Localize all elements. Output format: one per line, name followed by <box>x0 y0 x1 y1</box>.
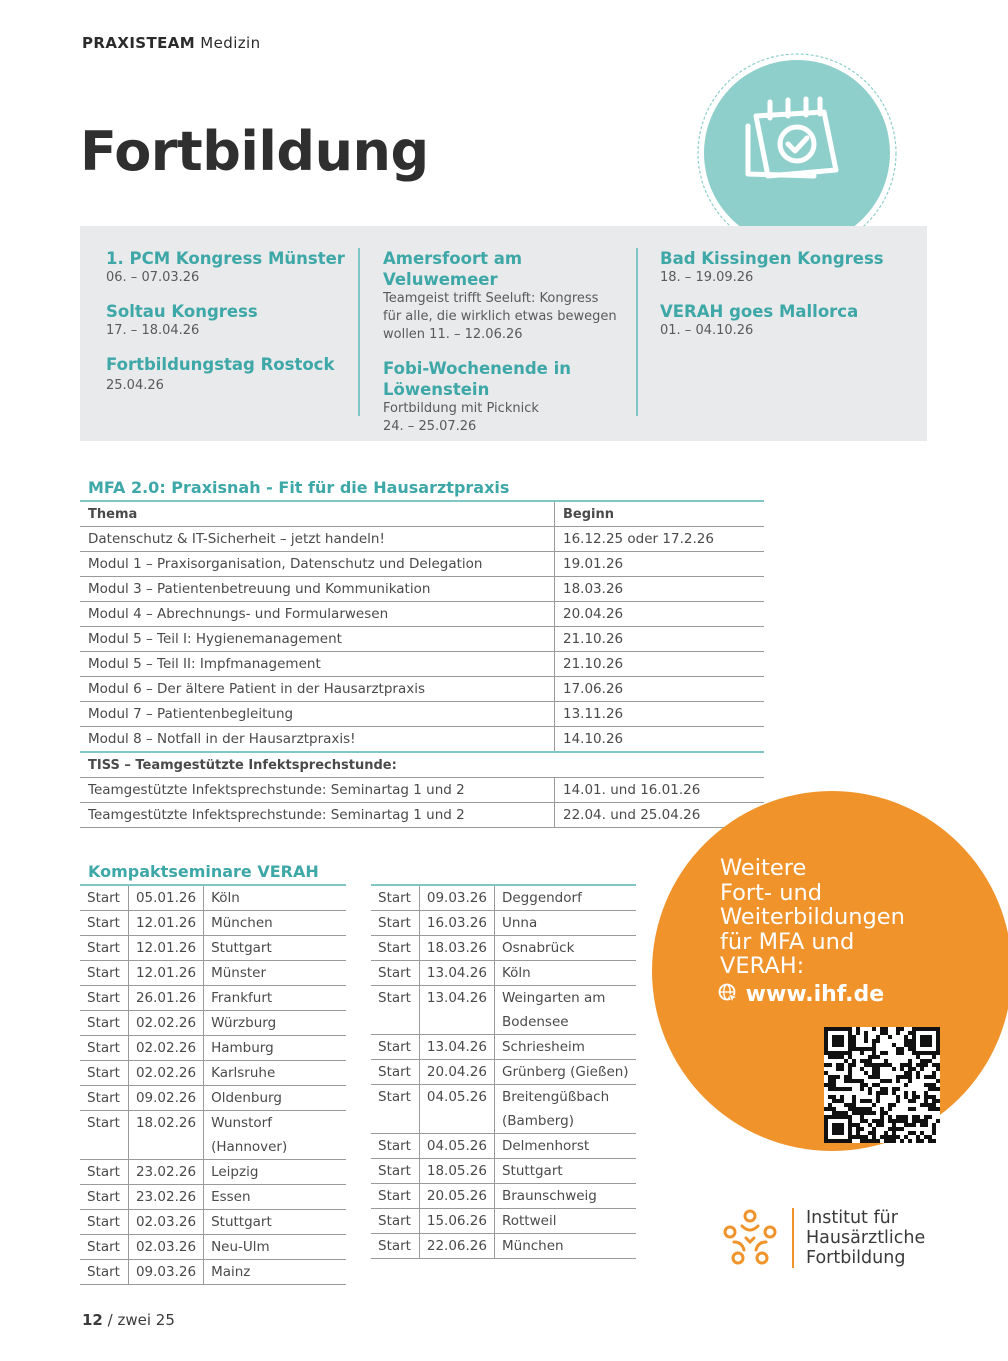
cell-date: 22.06.26 <box>419 1234 494 1259</box>
cell-city: Essen <box>204 1185 346 1210</box>
table-row <box>80 961 346 986</box>
cell-start: Start <box>80 961 128 986</box>
table-row <box>371 911 636 936</box>
cell-city: Stuttgart <box>494 1159 636 1184</box>
qr-code[interactable] <box>824 1027 940 1143</box>
table-row <box>371 1159 636 1184</box>
cell-beginn: 22.04. und 25.04.26 <box>555 803 765 828</box>
table-row <box>80 1011 346 1036</box>
ihf-name-line: Fortbildung <box>806 1248 906 1268</box>
event-text: für alle, die wirklich etwas bewegen <box>383 309 617 324</box>
table-row-continuation <box>371 1010 636 1035</box>
cell-city: Neu-Ulm <box>204 1235 346 1260</box>
table-row <box>80 527 764 552</box>
cell-date: 09.03.26 <box>128 1260 203 1285</box>
event-date: 01. – 04.10.26 <box>660 323 754 338</box>
table-row <box>371 885 636 911</box>
column-header-beginn: Beginn <box>555 501 765 527</box>
cell-empty <box>371 1010 419 1035</box>
cell-thema: Modul 1 – Praxisorganisation, Datenschutz und Delegation <box>80 552 555 577</box>
table-row <box>80 627 764 652</box>
promo-url[interactable]: www.ihf.de <box>745 982 885 1007</box>
event-item <box>383 358 633 436</box>
cell-date: 02.02.26 <box>128 1036 203 1061</box>
cell-date: 15.06.26 <box>419 1209 494 1234</box>
cell-start: Start <box>80 986 128 1011</box>
cell-city: Münster <box>204 961 346 986</box>
cell-city: Delmenhorst <box>494 1134 636 1159</box>
promo-text <box>720 856 905 979</box>
verah-table-right <box>371 884 636 1259</box>
cell-city: Oldenburg <box>204 1086 346 1111</box>
cell-beginn: 16.12.25 oder 17.2.26 <box>555 527 765 552</box>
cell-start: Start <box>378 990 411 1006</box>
table-row <box>80 1160 346 1185</box>
cell-date: 12.01.26 <box>128 961 203 986</box>
event-title: Bad Kissingen Kongress <box>660 249 884 268</box>
cell-city: Frankfurt <box>204 986 346 1011</box>
table-row <box>80 986 346 1011</box>
cell-city: Grünberg (Gießen) <box>494 1060 636 1085</box>
cell-start: Start <box>80 1086 128 1111</box>
cell-start: Start <box>371 1159 419 1184</box>
cell-date: 26.01.26 <box>128 986 203 1011</box>
cell-start: Start <box>80 1036 128 1061</box>
calendar-check-icon <box>696 52 898 254</box>
table-row <box>80 1036 346 1061</box>
table-row <box>80 1185 346 1210</box>
page-title: Fortbildung <box>80 120 429 183</box>
cell-start: Start <box>371 1035 419 1060</box>
cell-date: 13.04.26 <box>419 961 494 986</box>
cell-empty <box>419 1109 494 1134</box>
cell-city: Köln <box>494 961 636 986</box>
event-title: Soltau Kongress <box>106 302 258 321</box>
cell-date: 12.01.26 <box>128 911 203 936</box>
ihf-logo-icon <box>720 1208 780 1268</box>
cell-city: Stuttgart <box>204 936 346 961</box>
cell-city: München <box>204 911 346 936</box>
cell-beginn: 17.06.26 <box>555 677 765 702</box>
cell-start: Start <box>80 885 128 911</box>
cell-start: Start <box>371 1060 419 1085</box>
cell-thema: Teamgestützte Infektsprechstunde: Seminartag 1 und 2 <box>80 778 555 803</box>
cell-date: 13.04.26 <box>419 986 494 1011</box>
cell-date: 16.03.26 <box>419 911 494 936</box>
cell-beginn: 19.01.26 <box>555 552 765 577</box>
cell-start: Start <box>80 1160 128 1185</box>
cell-city: Breitengüßbach <box>494 1085 636 1110</box>
cell-date: 02.03.26 <box>128 1210 203 1235</box>
column-divider <box>358 248 360 416</box>
table-row <box>371 1060 636 1085</box>
table-row <box>80 911 346 936</box>
event-text: Fortbildung mit Picknick <box>383 401 539 416</box>
event-title: Fortbildungstag Rostock <box>106 355 335 374</box>
table-row <box>80 1086 346 1111</box>
events-box <box>80 226 927 441</box>
tiss-title: TISS – Teamgestützte Infektsprechstunde: <box>80 752 764 778</box>
cell-start: Start <box>80 1260 128 1285</box>
cell-date: 02.02.26 <box>128 1011 203 1036</box>
table-row <box>371 1209 636 1234</box>
verah-table-left <box>80 884 346 1285</box>
cell-start: Start <box>80 1011 128 1036</box>
cell-city-continued: (Bamberg) <box>494 1109 636 1134</box>
table-row <box>80 577 764 602</box>
cell-date: 12.01.26 <box>128 936 203 961</box>
cell-city: Deggendorf <box>494 885 636 911</box>
issue-label: / zwei 25 <box>107 1311 175 1329</box>
table-row <box>80 1111 346 1160</box>
event-text: Teamgeist trifft Seeluft: Kongress <box>383 291 599 306</box>
table-row <box>371 1184 636 1209</box>
event-item <box>383 248 633 344</box>
header-section: Medizin <box>200 34 261 52</box>
cell-city: Rottweil <box>494 1209 636 1234</box>
cell-thema: Teamgestützte Infektsprechstunde: Seminartag 1 und 2 <box>80 803 555 828</box>
cell-city: Wunstorf (Hannover) <box>204 1111 346 1160</box>
cell-date: 04.05.26 <box>419 1134 494 1159</box>
cell-start: Start <box>80 1210 128 1235</box>
promo-line: Weiterbildungen <box>720 904 905 930</box>
cell-start: Start <box>371 936 419 961</box>
table-row <box>371 1134 636 1159</box>
cell-date: 04.05.26 <box>419 1085 494 1110</box>
event-title: Fobi-Wochenende in <box>383 359 572 378</box>
promo-line: Weitere <box>720 855 807 881</box>
event-title-line-2: Löwenstein <box>383 380 490 399</box>
table-row <box>371 1234 636 1259</box>
table-row <box>80 677 764 702</box>
cell-start: Start <box>378 1089 411 1105</box>
cell-beginn: 13.11.26 <box>555 702 765 727</box>
cell-date: 02.03.26 <box>128 1235 203 1260</box>
cell-city: Mainz <box>204 1260 346 1285</box>
header-brand: PRAXISTEAM <box>82 34 196 52</box>
cell-date: 13.04.26 <box>419 1035 494 1060</box>
table-row <box>80 652 764 677</box>
page-number: 12 <box>82 1311 103 1329</box>
cell-start: Start <box>371 885 419 911</box>
table-row <box>371 936 636 961</box>
column-header-thema: Thema <box>80 501 555 527</box>
table-row <box>371 1085 636 1110</box>
table-row <box>371 961 636 986</box>
cell-date: 02.02.26 <box>128 1061 203 1086</box>
table-row <box>371 1035 636 1060</box>
cell-beginn: 21.10.26 <box>555 652 765 677</box>
event-item <box>660 301 910 340</box>
event-item <box>660 248 910 287</box>
cell-start: Start <box>371 961 419 986</box>
table-row <box>80 1260 346 1285</box>
event-item <box>106 354 356 395</box>
event-item <box>106 301 356 340</box>
cell-start: Start <box>371 1209 419 1234</box>
table-row <box>371 986 636 1011</box>
cell-start: Start <box>371 1134 419 1159</box>
table-row <box>80 1235 346 1260</box>
mfa-table <box>80 500 764 828</box>
table-row-continuation <box>371 1109 636 1134</box>
event-date: wollen 11. – 12.06.26 <box>383 327 523 342</box>
ihf-name-line: Institut für <box>806 1208 898 1228</box>
table-row <box>80 936 346 961</box>
cell-thema: Datenschutz & IT-Sicherheit – jetzt handeln! <box>80 527 555 552</box>
logo-divider <box>792 1208 794 1268</box>
cell-city: Osnabrück <box>494 936 636 961</box>
ihf-name <box>806 1208 925 1268</box>
cell-city: München <box>494 1234 636 1259</box>
event-date: 06. – 07.03.26 <box>106 270 200 285</box>
cell-thema: Modul 5 – Teil I: Hygienemanagement <box>80 627 555 652</box>
cell-start: Start <box>371 1184 419 1209</box>
cell-empty <box>371 1109 419 1134</box>
cell-thema: Modul 7 – Patientenbegleitung <box>80 702 555 727</box>
cell-start: Start <box>80 1185 128 1210</box>
event-title: 1. PCM Kongress Münster <box>106 249 345 268</box>
event-title: VERAH goes Mallorca <box>660 302 859 321</box>
ihf-name-line: Hausärztliche <box>806 1228 926 1248</box>
page-footer <box>82 1311 175 1329</box>
cell-date: 09.03.26 <box>419 885 494 911</box>
table-row <box>80 702 764 727</box>
event-title: Amersfoort am Veluwemeer <box>383 249 523 289</box>
cell-empty <box>419 1010 494 1035</box>
cell-city: Stuttgart <box>204 1210 346 1235</box>
cell-date: 09.02.26 <box>128 1086 203 1111</box>
cell-city: Braunschweig <box>494 1184 636 1209</box>
cell-beginn: 14.10.26 <box>555 727 765 753</box>
cell-date: 05.01.26 <box>128 885 203 911</box>
promo-line: VERAH: <box>720 953 805 979</box>
cell-date: 23.02.26 <box>128 1160 203 1185</box>
column-divider <box>636 248 638 416</box>
cell-city: Unna <box>494 911 636 936</box>
page-header <box>82 34 261 52</box>
tiss-header-row <box>80 752 764 778</box>
cell-city: Karlsruhe <box>204 1061 346 1086</box>
event-date: 24. – 25.07.26 <box>383 419 477 434</box>
cell-city: Schriesheim <box>494 1035 636 1060</box>
table-row <box>80 803 764 828</box>
cell-date: 18.03.26 <box>419 936 494 961</box>
cell-start: Start <box>80 1111 128 1160</box>
cell-start: Start <box>80 1061 128 1086</box>
event-date: 25.04.26 <box>106 378 164 393</box>
cell-date: 18.02.26 <box>128 1111 203 1160</box>
cell-city: Weingarten am <box>494 986 636 1011</box>
event-date: 17. – 18.04.26 <box>106 323 200 338</box>
table-header-row <box>80 501 764 527</box>
cell-start: Start <box>80 1235 128 1260</box>
cell-thema: Modul 3 – Patientenbetreuung und Kommunikation <box>80 577 555 602</box>
promo-line: Fort- und <box>720 879 823 906</box>
cell-date: 23.02.26 <box>128 1185 203 1210</box>
cell-city: Leipzig <box>204 1160 346 1185</box>
cell-start: Start <box>80 911 128 936</box>
table-row <box>80 602 764 627</box>
events-column-2 <box>383 248 633 450</box>
table-row <box>80 552 764 577</box>
cell-start: Start <box>371 911 419 936</box>
promo-link[interactable] <box>718 982 884 1007</box>
cell-start: Start <box>80 936 128 961</box>
events-column-1 <box>106 248 356 409</box>
cell-thema: Modul 6 – Der ältere Patient in der Hausarztpraxis <box>80 677 555 702</box>
table-row <box>80 885 346 911</box>
cell-city-continued: Bodensee <box>494 1010 636 1035</box>
cell-thema: Modul 5 – Teil II: Impfmanagement <box>80 652 555 677</box>
verah-section-title: Kompaktseminare VERAH <box>88 862 319 881</box>
cell-beginn: 18.03.26 <box>555 577 765 602</box>
table-row <box>80 1210 346 1235</box>
cell-thema: Modul 4 – Abrechnungs- und Formularwesen <box>80 602 555 627</box>
event-item <box>106 248 356 287</box>
cell-beginn: 14.01. und 16.01.26 <box>555 778 765 803</box>
promo-line: für MFA und <box>720 928 855 955</box>
cell-date: 18.05.26 <box>419 1159 494 1184</box>
cell-date: 20.04.26 <box>419 1060 494 1085</box>
cell-start: Start <box>371 1234 419 1259</box>
cell-beginn: 20.04.26 <box>555 602 765 627</box>
events-column-3 <box>660 248 910 354</box>
cell-city: Würzburg <box>204 1011 346 1036</box>
table-row <box>80 727 764 753</box>
table-row <box>80 778 764 803</box>
table-row <box>80 1061 346 1086</box>
globe-cursor-icon <box>718 983 738 1003</box>
mfa-section-title: MFA 2.0: Praxisnah - Fit für die Hausarztpraxis <box>88 478 510 497</box>
cell-beginn: 21.10.26 <box>555 627 765 652</box>
event-date: 18. – 19.09.26 <box>660 270 754 285</box>
cell-thema: Modul 8 – Notfall in der Hausarztpraxis! <box>80 727 555 753</box>
cell-city: Köln <box>204 885 346 911</box>
cell-city: Hamburg <box>204 1036 346 1061</box>
cell-date: 20.05.26 <box>419 1184 494 1209</box>
